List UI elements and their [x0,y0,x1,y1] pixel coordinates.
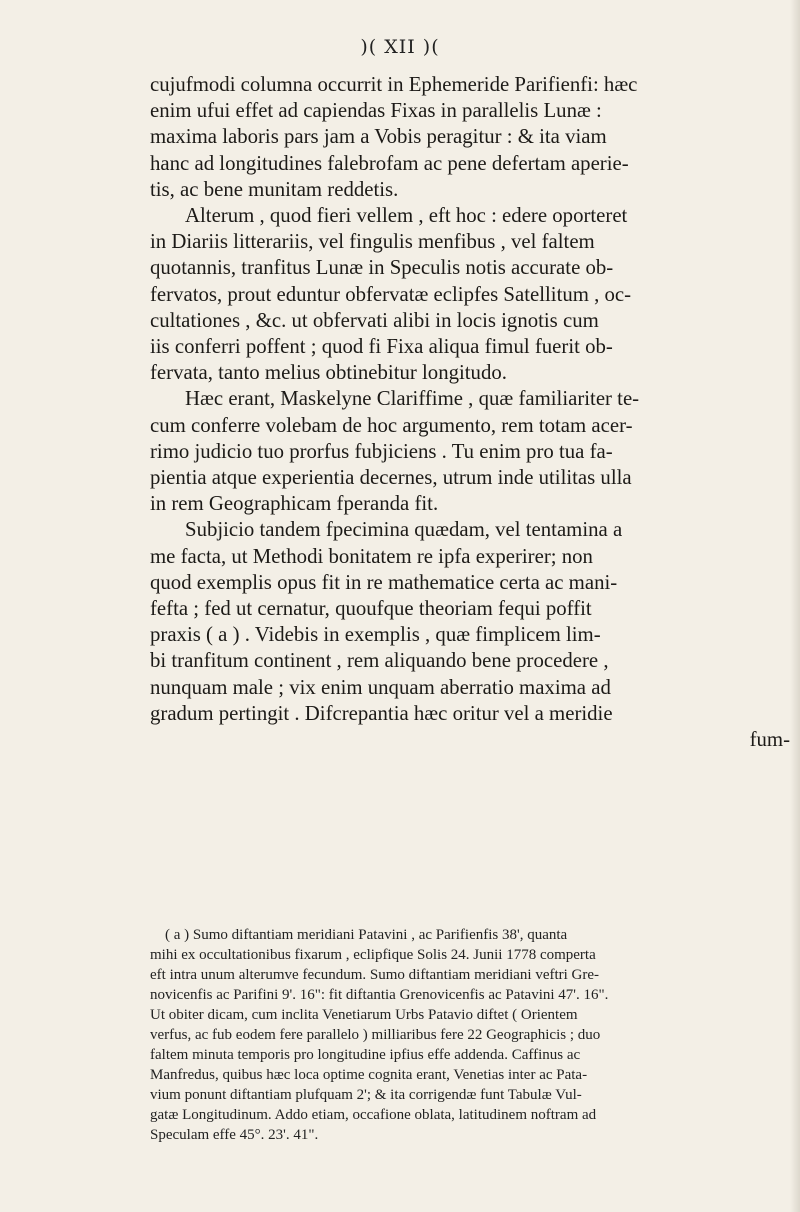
page-header: )( XII )( [360,36,440,58]
text-line: praxis ( a ) . Videbis in exemplis , quæ fimplicem lim- [150,623,601,647]
text-line: in rem Geographicam fperanda fit. [150,492,439,516]
text-line: hanc ad longitudines falebrofam ac pene defertam aperie- [150,151,629,175]
text-line: tis, ac bene munitam reddetis. [150,177,399,201]
footnote-line: Manfredus, quibus hæc loca optime cognita erant, Venetias inter ac Pata- [150,1067,588,1083]
text-line: me facta, ut Methodi bonitatem re ipfa experirer; non [150,544,593,568]
text-line: nunquam male ; vix enim unquam aberratio maxima ad [150,675,611,699]
text-line: gradum pertingit . Difcrepantia hæc oritur vel a meridie [150,701,613,725]
text-line: enim ufui effet ad capiendas Fixas in parallelis Lunæ : [150,99,602,123]
text-line: cujufmodi columna occurrit in Ephemeride Parifienfi: hæc [150,73,638,96]
text-line: pientia atque experientia decernes, utrum inde utilitas ulla [150,466,632,490]
footnote-line: Speculam effe 45°. 23'. 41". [150,1127,319,1143]
footnote-line: gatæ Longitudinum. Addo etiam, occafione oblata, latitudinem noftram ad [150,1107,597,1123]
text-line: Hæc erant, Maskelyne Clariffime , quæ familiariter te- [185,387,640,411]
footnote-line: faltem minuta temporis pro longitudine ipfius effe addenda. Caffinus ac [150,1047,581,1063]
footnote-line: eft intra unum alterumve fecundum. Sumo diftantiam meridiani veftri Gre- [150,967,600,983]
footnote-line: mihi ex occultationibus fixarum , eclipfique Solis 24. Junii 1778 comperta [150,947,596,963]
text-line: Subjicio tandem fpecimina quædam, vel tentamina a [185,518,623,542]
text-line: quod exemplis opus fit in re mathematice certa ac mani- [150,570,618,594]
text-line: bi tranfitum continent , rem aliquando bene procedere , [150,649,609,673]
main-text-block [150,72,800,753]
text-line: in Diariis litterariis, vel fingulis menfibus , vel faltem [150,230,595,254]
footnote-line: vium ponunt diftantiam plufquam 2'; & ita corrigendæ funt Tabulæ Vul- [150,1087,582,1103]
footnote-line: verfus, ac fub eodem fere parallelo ) milliaribus fere 22 Geographicis ; duo [150,1027,601,1043]
text-line: fefta ; fed ut cernatur, quoufque theoriam fequi poffit [150,597,592,621]
text-line: cum conferre volebam de hoc argumento, rem totam acer- [150,413,633,437]
text-line: iis conferri poffent ; quod fi Fixa aliqua fimul fuerit ob- [150,335,613,359]
text-line: Alterum , quod fieri vellem , eft hoc : edere oporteret [185,204,628,228]
text-line: quotannis, tranfitus Lunæ in Speculis notis accurate ob- [150,256,614,280]
footnote-line: novicenfis ac Parifini 9'. 16": fit diftantia Grenovicenfis ac Patavini 47'. 16". [150,987,609,1003]
footnote-line: Ut obiter dicam, cum inclita Venetiarum Urbs Patavio diftet ( Orientem [150,1007,578,1023]
text-line: rimo judicio tuo prorfus fubjiciens . Tu enim pro tua fa- [150,439,613,463]
footnote-line: ( a ) Sumo diftantiam meridiani Patavini , ac Parifienfis 38', quanta [165,927,568,943]
text-line: cultationes , &c. ut obfervati alibi in locis ignotis cum [150,308,599,332]
catchword: fum- [749,728,790,752]
text-line: fervatos, prout eduntur obfervatæ eclipfes Satellitum , oc- [150,282,632,306]
text-line: maxima laboris pars jam a Vobis peragitur : & ita viam [150,125,607,149]
text-line: fervata, tanto melius obtinebitur longitudo. [150,361,507,385]
footnote-block [150,925,800,1145]
